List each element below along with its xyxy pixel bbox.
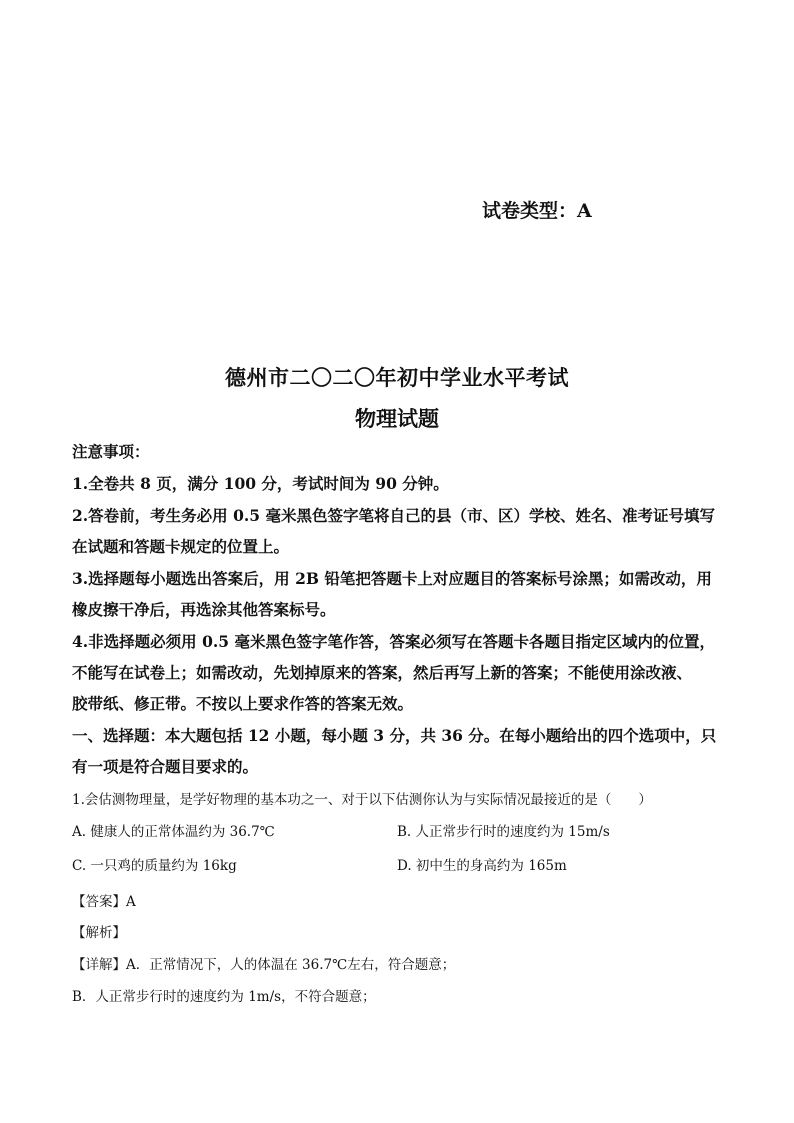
analysis-label: 【解析】: [72, 925, 126, 941]
detail-line: B．人正常步行时的速度约为 1m/s，不符合题意；: [72, 989, 376, 1005]
notice-line: 4.非选择题必须用 0.5 毫米黑色签字笔作答，答案必须写在答题卡各题目指定区域内的位置，: [72, 632, 715, 651]
option-a: A. 健康人的正常体温约为 36.7℃: [72, 824, 275, 840]
exam-title: 德州市二〇二〇年初中学业水平考试: [225, 365, 569, 390]
option-b: B. 人正常步行时的速度约为 15m/s: [397, 824, 610, 840]
notice-line: 橡皮擦干净后，再选涂其他答案标号。: [72, 600, 336, 619]
notice-line: 2.答卷前，考生务必用 0.5 毫米黑色签字笔将自己的县（市、区）学校、姓名、准考证号填写: [72, 506, 715, 525]
exam-subtitle: 物理试题: [355, 406, 439, 431]
notice-heading: 注意事项：: [72, 442, 150, 461]
notice-line: 不能写在试卷上；如需改动，先划掉原来的答案，然后再写上新的答案；不能使用涂改液、: [72, 663, 693, 682]
section-heading: 一、选择题：本大题包括 12 小题，每小题 3 分，共 36 分。在每小题给出的四个选项中，只: [72, 726, 717, 745]
option-c: C. 一只鸡的质量约为 16kg: [72, 858, 237, 874]
notice-line: 1.全卷共 8 页，满分 100 分，考试时间为 90 分钟。: [72, 474, 449, 493]
notice-line: 3.选择题每小题选出答案后，用 2B 铅笔把答题卡上对应题目的答案标号涂黑；如需改动，用: [72, 569, 712, 588]
section-heading-cont: 有一项是符合题目要求的。: [72, 757, 259, 776]
question-1-stem: 1.会估测物理量，是学好物理的基本功之一、对于以下估测你认为与实际情况最接近的是（ ）: [72, 792, 652, 808]
answer-label: 【答案】A: [72, 894, 136, 910]
detail-line: 【详解】A．正常情况下，人的体温在 36.7℃左右，符合题意；: [72, 957, 456, 973]
notice-line: 胶带纸、修正带。不按以上要求作答的答案无效。: [72, 694, 414, 713]
paper-type-label: 试卷类型：A: [482, 200, 592, 222]
notice-line: 在试题和答题卡规定的位置上。: [72, 537, 290, 556]
option-d: D. 初中生的身高约为 165m: [397, 858, 567, 874]
